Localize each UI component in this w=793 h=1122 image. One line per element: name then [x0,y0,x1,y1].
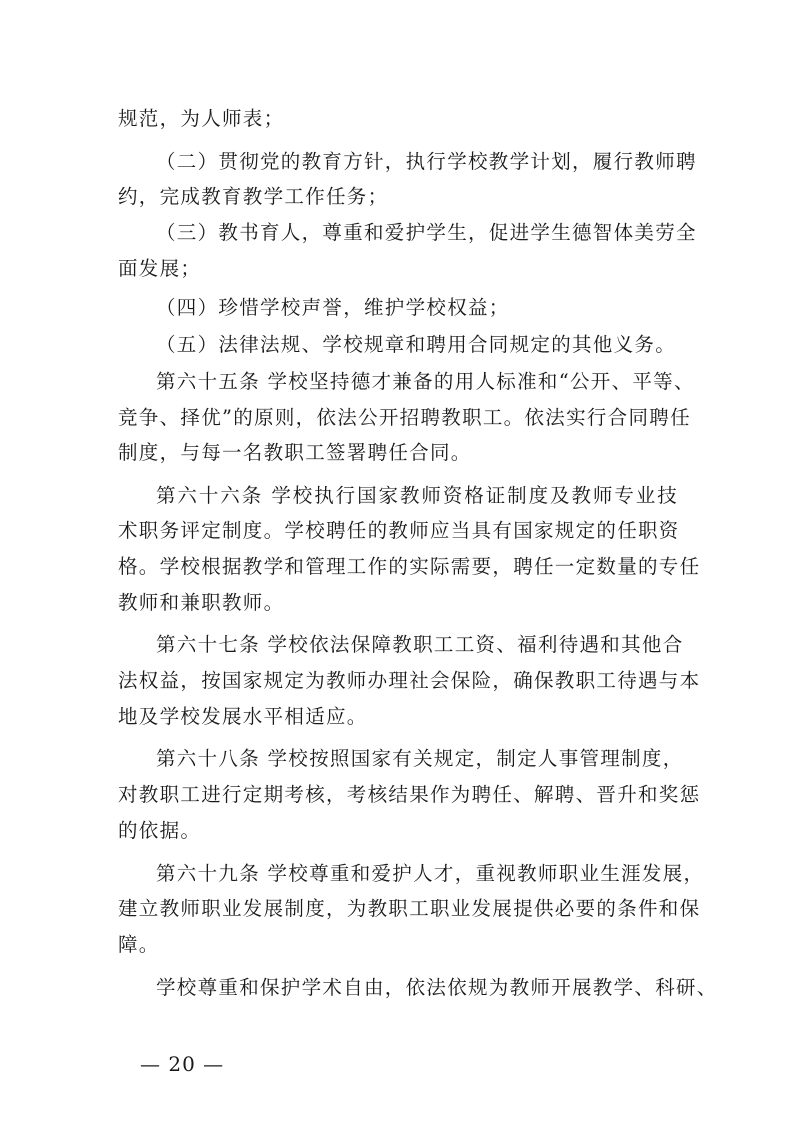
text-line: （二）贯彻党的教育方针，执行学校教学计划，履行教师聘 [156,150,697,173]
text-line: 第六十五条 学校坚持德才兼备的用人标准和“公开、平等、 [156,370,695,393]
text-line: 第六十八条 学校按照国家有关规定，制定人事管理制度， [156,747,684,770]
text-line: 法权益，按国家规定为教师办理社会保险，确保教职工待遇与本 [118,669,701,692]
text-line: 障。 [118,933,160,956]
text-line: 第六十六条 学校执行国家教师资格证制度及教师专业技 [156,484,678,507]
text-line: 术职务评定制度。学校聘任的教师应当具有国家规定的任职资 [118,519,680,542]
text-line: 面发展； [118,257,202,280]
text-line: 教师和兼职教师。 [118,591,285,614]
text-line: 地及学校发展水平相适应。 [118,705,368,728]
text-line: 学校尊重和保护学术自由，依法依规为教师开展教学、科研、 [156,976,718,999]
text-line: （四）珍惜学校声誉，维护学校权益； [156,296,510,319]
text-line: 建立教师职业发展制度，为教职工职业发展提供必要的条件和保 [118,897,701,920]
text-line: 格。学校根据教学和管理工作的实际需要，聘任一定数量的专任 [118,555,701,578]
text-line: 制度，与每一名教职工签署聘任合同。 [118,441,472,464]
text-line: 的依据。 [118,819,202,842]
text-line: 第六十七条 学校依法保障教职工工资、福利待遇和其他合 [156,633,684,656]
text-line: 竞争、择优”的原则，依法公开招聘教职工。依法实行合同聘任 [118,406,691,429]
text-line: 对教职工进行定期考核，考核结果作为聘任、解聘、晋升和奖惩 [118,783,701,806]
text-line: 约，完成教育教学工作任务； [118,185,389,208]
text-line: 规范，为人师表； [118,107,285,130]
text-line: （三）教书育人，尊重和爱护学生，促进学生德智体美劳全 [156,221,697,244]
page-number: — 20 — [140,1052,225,1076]
text-line: 第六十九条 学校尊重和爱护人才，重视教师职业生涯发展， [156,862,705,885]
text-line: （五）法律法规、学校规章和聘用合同规定的其他义务。 [156,333,677,356]
